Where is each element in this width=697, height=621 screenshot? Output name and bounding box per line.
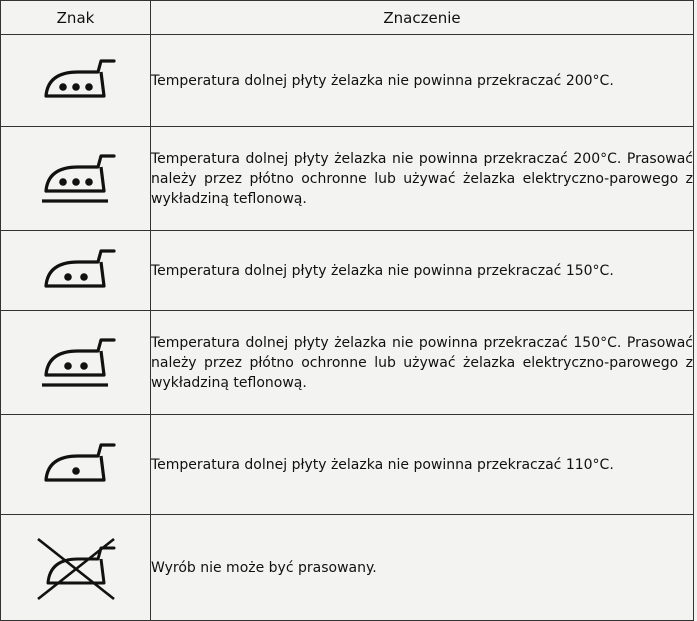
meaning-cell: Wyrób nie może być prasowany. (151, 515, 694, 621)
iron-three-dots-icon (36, 54, 116, 108)
meaning-cell: Temperatura dolnej płyty żelazka nie powinna przekraczać 200°C. Prasować należy przez płótno ochronne lub używać żelazka elektryczno-parowego z wykładziną teflonową. (151, 127, 694, 231)
table-row (1, 515, 694, 621)
sign-cell (1, 311, 151, 415)
iron-crossed-out-icon (26, 533, 126, 603)
iron-two-dots-underlined-icon (36, 333, 116, 393)
meaning-cell: Temperatura dolnej płyty żelazka nie powinna przekraczać 150°C. (151, 231, 694, 311)
sign-cell (1, 35, 151, 127)
iron-three-dots-underlined-icon (36, 149, 116, 209)
sign-cell (1, 515, 151, 621)
meaning-cell: Temperatura dolnej płyty żelazka nie powinna przekraczać 150°C. Prasować należy przez płótno ochronne lub używać żelazka elektryczno-parowego z wykładziną teflonową. (151, 311, 694, 415)
table-row (1, 35, 694, 127)
iron-one-dot-icon (36, 438, 116, 492)
table-row (1, 231, 694, 311)
header-meaning: Znaczenie (151, 1, 694, 35)
sign-cell (1, 127, 151, 231)
table-row (1, 415, 694, 515)
sign-cell (1, 415, 151, 515)
table-row (1, 127, 694, 231)
iron-two-dots-icon (36, 244, 116, 298)
table-row (1, 311, 694, 415)
header-sign: Znak (1, 1, 151, 35)
meaning-cell: Temperatura dolnej płyty żelazka nie powinna przekraczać 200°C. (151, 35, 694, 127)
table-header-row (1, 1, 694, 35)
sign-cell (1, 231, 151, 311)
meaning-cell: Temperatura dolnej płyty żelazka nie powinna przekraczać 110°C. (151, 415, 694, 515)
